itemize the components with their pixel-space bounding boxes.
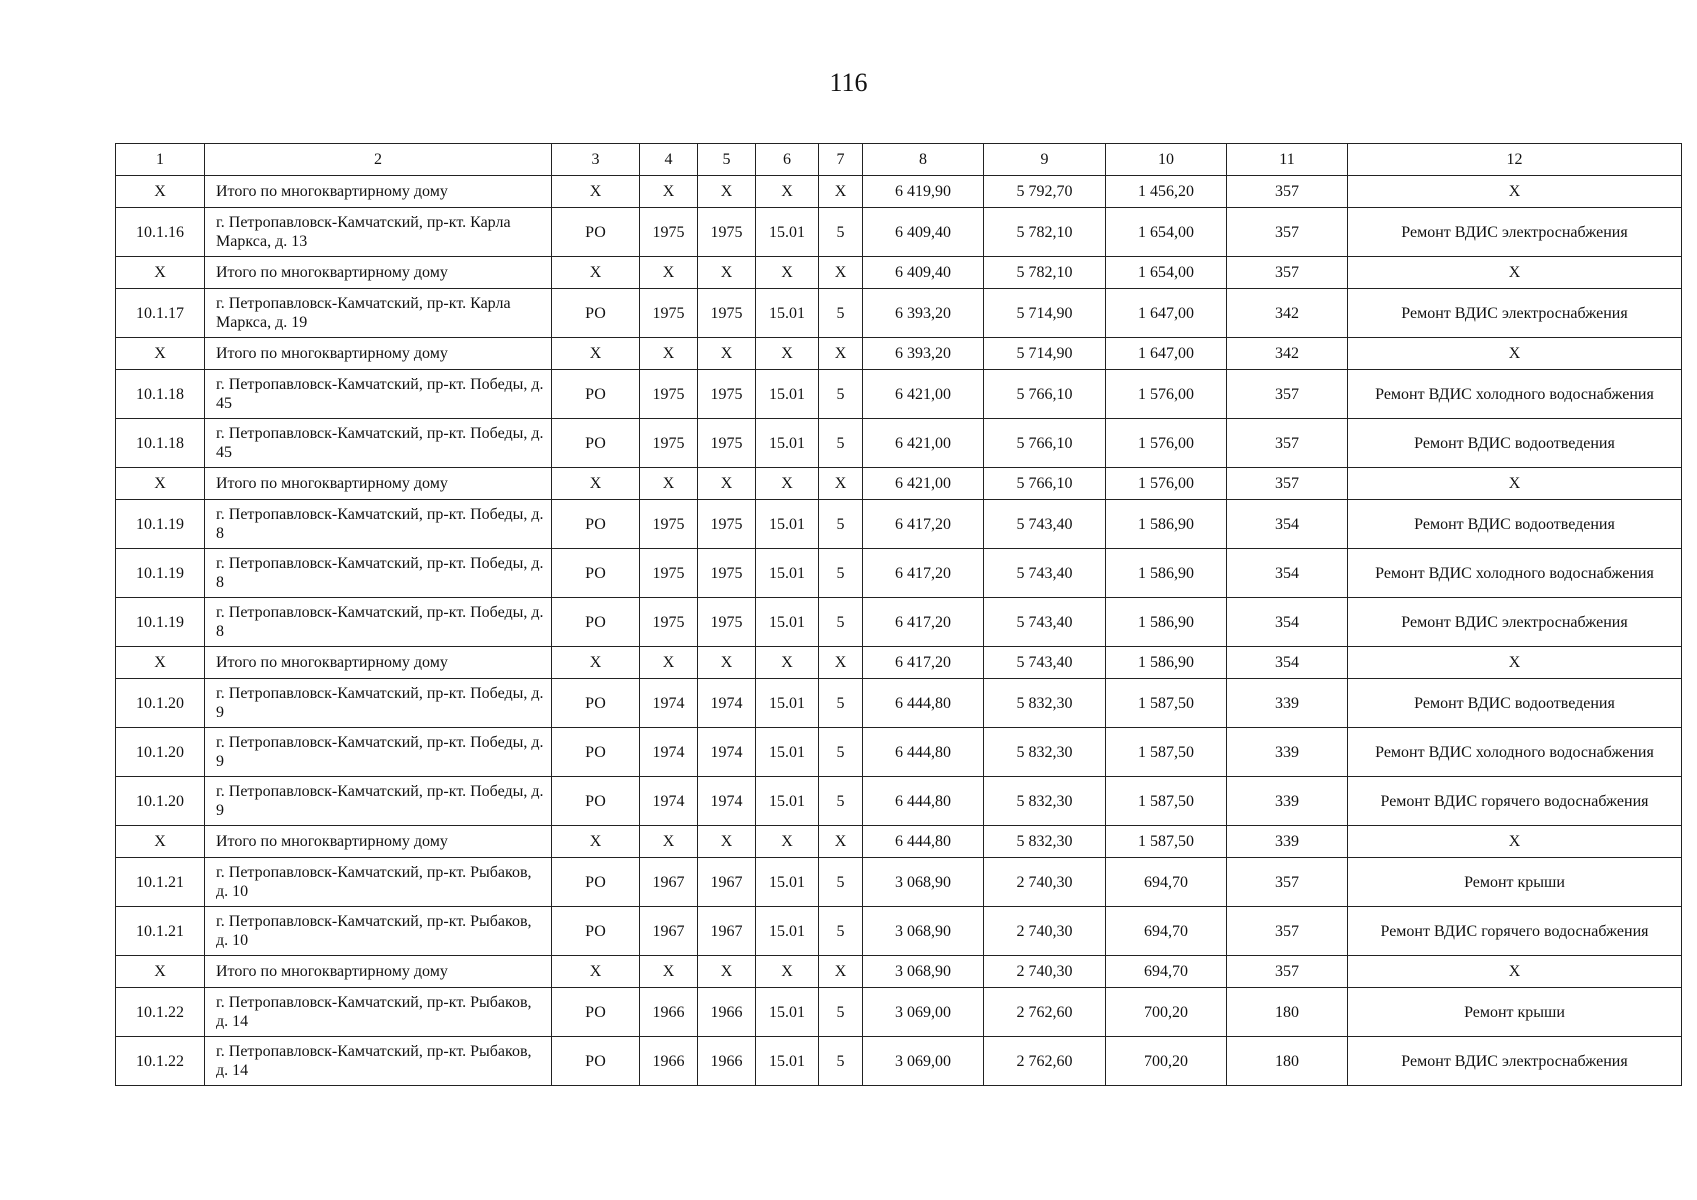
- table-row: [116, 208, 1682, 257]
- col-type: РО: [552, 419, 640, 468]
- col-address: Итого по многоквартирному дому: [205, 338, 552, 370]
- col-address: Итого по многоквартирному дому: [205, 176, 552, 208]
- col-living-area: 2 740,30: [984, 858, 1106, 907]
- col-number: Х: [116, 468, 205, 500]
- col-type: РО: [552, 777, 640, 826]
- col-work-type: Ремонт ВДИС водоотведения: [1348, 679, 1682, 728]
- col-number: 10.1.20: [116, 728, 205, 777]
- col-code: Х: [756, 176, 819, 208]
- col-address: г. Петропавловск-Камчатский, пр-кт. Победы, д. 8: [205, 549, 552, 598]
- col-address: г. Петропавловск-Камчатский, пр-кт. Победы, д. 9: [205, 777, 552, 826]
- col-floors: 5: [819, 549, 863, 598]
- col-living-area: 5 832,30: [984, 679, 1106, 728]
- col-floors: 5: [819, 728, 863, 777]
- col-number: 10.1.20: [116, 679, 205, 728]
- col-year-commissioned: 1974: [698, 777, 756, 826]
- col-type: РО: [552, 1037, 640, 1086]
- col-residents: 339: [1227, 826, 1348, 858]
- col-year-built: 1967: [640, 858, 698, 907]
- col-type: РО: [552, 988, 640, 1037]
- col-year-commissioned: 1975: [698, 419, 756, 468]
- col-year-built: Х: [640, 176, 698, 208]
- col-floors: 5: [819, 370, 863, 419]
- col-address: г. Петропавловск-Камчатский, пр-кт. Рыбаков, д. 10: [205, 858, 552, 907]
- col-total-area: 3 068,90: [863, 858, 984, 907]
- col-number: 10.1.19: [116, 500, 205, 549]
- table-row: [116, 777, 1682, 826]
- col-work-type: Ремонт ВДИС горячего водоснабжения: [1348, 907, 1682, 956]
- col-total-area: 6 409,40: [863, 257, 984, 289]
- col-living-area: 2 740,30: [984, 956, 1106, 988]
- header-cell-3: 3: [552, 144, 640, 176]
- col-residents: 357: [1227, 419, 1348, 468]
- col-code: 15.01: [756, 289, 819, 338]
- col-nonliving-area: 1 576,00: [1106, 370, 1227, 419]
- col-work-type: Ремонт ВДИС электроснабжения: [1348, 208, 1682, 257]
- col-year-built: 1975: [640, 419, 698, 468]
- col-nonliving-area: 694,70: [1106, 956, 1227, 988]
- col-residents: 339: [1227, 777, 1348, 826]
- col-work-type: Ремонт ВДИС горячего водоснабжения: [1348, 777, 1682, 826]
- col-total-area: 6 393,20: [863, 338, 984, 370]
- col-residents: 357: [1227, 907, 1348, 956]
- col-year-built: 1974: [640, 777, 698, 826]
- col-total-area: 6 417,20: [863, 598, 984, 647]
- col-total-area: 6 417,20: [863, 500, 984, 549]
- col-address: г. Петропавловск-Камчатский, пр-кт. Победы, д. 9: [205, 679, 552, 728]
- table-row: [116, 370, 1682, 419]
- col-address: г. Петропавловск-Камчатский, пр-кт. Победы, д. 8: [205, 500, 552, 549]
- col-code: 15.01: [756, 777, 819, 826]
- col-address: г. Петропавловск-Камчатский, пр-кт. Карла Маркса, д. 19: [205, 289, 552, 338]
- col-code: 15.01: [756, 728, 819, 777]
- col-address: Итого по многоквартирному дому: [205, 257, 552, 289]
- col-residents: 354: [1227, 500, 1348, 549]
- table-row: [116, 728, 1682, 777]
- col-living-area: 5 714,90: [984, 289, 1106, 338]
- col-type: РО: [552, 549, 640, 598]
- col-year-built: Х: [640, 468, 698, 500]
- col-work-type: Х: [1348, 647, 1682, 679]
- col-type: РО: [552, 858, 640, 907]
- col-nonliving-area: 1 587,50: [1106, 679, 1227, 728]
- col-number: 10.1.22: [116, 988, 205, 1037]
- col-residents: 180: [1227, 1037, 1348, 1086]
- col-code: 15.01: [756, 679, 819, 728]
- col-nonliving-area: 1 586,90: [1106, 647, 1227, 679]
- col-residents: 357: [1227, 370, 1348, 419]
- table-row: [116, 679, 1682, 728]
- col-address: Итого по многоквартирному дому: [205, 647, 552, 679]
- col-total-area: 6 417,20: [863, 647, 984, 679]
- col-floors: 5: [819, 679, 863, 728]
- col-number: 10.1.18: [116, 419, 205, 468]
- col-nonliving-area: 1 654,00: [1106, 208, 1227, 257]
- col-code: Х: [756, 468, 819, 500]
- col-living-area: 5 743,40: [984, 598, 1106, 647]
- col-floors: 5: [819, 1037, 863, 1086]
- col-total-area: 6 444,80: [863, 826, 984, 858]
- col-total-area: 3 069,00: [863, 1037, 984, 1086]
- table-row: [116, 289, 1682, 338]
- header-cell-1: 1: [116, 144, 205, 176]
- col-total-area: 6 409,40: [863, 208, 984, 257]
- col-residents: 357: [1227, 468, 1348, 500]
- table-total-row: [116, 257, 1682, 289]
- col-type: Х: [552, 257, 640, 289]
- col-code: 15.01: [756, 370, 819, 419]
- col-work-type: Х: [1348, 956, 1682, 988]
- col-total-area: 6 421,00: [863, 419, 984, 468]
- col-number: 10.1.20: [116, 777, 205, 826]
- header-cell-9: 9: [984, 144, 1106, 176]
- col-year-commissioned: Х: [698, 176, 756, 208]
- col-residents: 357: [1227, 176, 1348, 208]
- col-year-commissioned: Х: [698, 956, 756, 988]
- col-type: Х: [552, 956, 640, 988]
- col-living-area: 5 792,70: [984, 176, 1106, 208]
- table-header-row: [116, 144, 1682, 176]
- col-year-commissioned: 1975: [698, 598, 756, 647]
- col-living-area: 5 743,40: [984, 500, 1106, 549]
- col-address: г. Петропавловск-Камчатский, пр-кт. Победы, д. 9: [205, 728, 552, 777]
- col-type: РО: [552, 289, 640, 338]
- col-residents: 342: [1227, 289, 1348, 338]
- col-work-type: Ремонт ВДИС водоотведения: [1348, 419, 1682, 468]
- col-type: РО: [552, 907, 640, 956]
- col-code: 15.01: [756, 907, 819, 956]
- col-total-area: 3 068,90: [863, 956, 984, 988]
- col-type: РО: [552, 370, 640, 419]
- col-total-area: 6 444,80: [863, 777, 984, 826]
- col-number: 10.1.17: [116, 289, 205, 338]
- col-living-area: 5 782,10: [984, 208, 1106, 257]
- col-living-area: 5 743,40: [984, 647, 1106, 679]
- col-work-type: Х: [1348, 176, 1682, 208]
- col-floors: Х: [819, 468, 863, 500]
- col-work-type: Х: [1348, 338, 1682, 370]
- col-work-type: Ремонт крыши: [1348, 988, 1682, 1037]
- col-address: г. Петропавловск-Камчатский, пр-кт. Рыбаков, д. 14: [205, 988, 552, 1037]
- col-floors: 5: [819, 988, 863, 1037]
- col-year-commissioned: 1966: [698, 1037, 756, 1086]
- col-address: г. Петропавловск-Камчатский, пр-кт. Победы, д. 45: [205, 370, 552, 419]
- col-work-type: Х: [1348, 257, 1682, 289]
- col-year-built: Х: [640, 338, 698, 370]
- col-code: 15.01: [756, 419, 819, 468]
- col-year-built: 1966: [640, 1037, 698, 1086]
- header-cell-8: 8: [863, 144, 984, 176]
- col-year-commissioned: 1974: [698, 679, 756, 728]
- header-cell-7: 7: [819, 144, 863, 176]
- col-year-built: 1975: [640, 370, 698, 419]
- col-living-area: 5 766,10: [984, 370, 1106, 419]
- col-number: Х: [116, 647, 205, 679]
- table-row: [116, 500, 1682, 549]
- col-year-commissioned: 1967: [698, 858, 756, 907]
- col-residents: 357: [1227, 257, 1348, 289]
- col-number: 10.1.19: [116, 549, 205, 598]
- col-number: 10.1.21: [116, 858, 205, 907]
- col-number: 10.1.19: [116, 598, 205, 647]
- col-code: 15.01: [756, 549, 819, 598]
- col-code: 15.01: [756, 988, 819, 1037]
- table-total-row: [116, 338, 1682, 370]
- col-year-built: 1975: [640, 500, 698, 549]
- col-code: 15.01: [756, 1037, 819, 1086]
- col-living-area: 5 714,90: [984, 338, 1106, 370]
- col-work-type: Ремонт ВДИС электроснабжения: [1348, 598, 1682, 647]
- header-cell-2: 2: [205, 144, 552, 176]
- col-year-built: Х: [640, 647, 698, 679]
- col-living-area: 2 762,60: [984, 988, 1106, 1037]
- col-floors: 5: [819, 598, 863, 647]
- col-floors: Х: [819, 338, 863, 370]
- col-work-type: Х: [1348, 826, 1682, 858]
- col-nonliving-area: 1 587,50: [1106, 728, 1227, 777]
- table-total-row: [116, 956, 1682, 988]
- col-work-type: Ремонт ВДИС электроснабжения: [1348, 1037, 1682, 1086]
- col-year-commissioned: 1975: [698, 289, 756, 338]
- col-address: Итого по многоквартирному дому: [205, 956, 552, 988]
- col-nonliving-area: 700,20: [1106, 1037, 1227, 1086]
- col-number: Х: [116, 826, 205, 858]
- col-nonliving-area: 1 576,00: [1106, 419, 1227, 468]
- col-floors: Х: [819, 826, 863, 858]
- col-total-area: 3 069,00: [863, 988, 984, 1037]
- col-total-area: 6 421,00: [863, 370, 984, 419]
- col-code: 15.01: [756, 858, 819, 907]
- col-nonliving-area: 1 576,00: [1106, 468, 1227, 500]
- header-cell-11: 11: [1227, 144, 1348, 176]
- col-type: РО: [552, 500, 640, 549]
- col-work-type: Ремонт ВДИС холодного водоснабжения: [1348, 549, 1682, 598]
- col-residents: 339: [1227, 679, 1348, 728]
- col-residents: 354: [1227, 549, 1348, 598]
- col-year-built: 1967: [640, 907, 698, 956]
- col-number: 10.1.18: [116, 370, 205, 419]
- col-nonliving-area: 1 647,00: [1106, 289, 1227, 338]
- col-living-area: 5 832,30: [984, 728, 1106, 777]
- table-row: [116, 598, 1682, 647]
- table-row: [116, 549, 1682, 598]
- col-year-built: 1975: [640, 208, 698, 257]
- col-living-area: 5 743,40: [984, 549, 1106, 598]
- col-type: РО: [552, 598, 640, 647]
- col-residents: 354: [1227, 598, 1348, 647]
- col-nonliving-area: 1 587,50: [1106, 826, 1227, 858]
- table-total-row: [116, 176, 1682, 208]
- page-number: 116: [829, 68, 868, 97]
- col-year-commissioned: Х: [698, 257, 756, 289]
- table-row: [116, 419, 1682, 468]
- col-nonliving-area: 1 586,90: [1106, 549, 1227, 598]
- header-cell-4: 4: [640, 144, 698, 176]
- col-nonliving-area: 1 647,00: [1106, 338, 1227, 370]
- col-year-built: Х: [640, 826, 698, 858]
- col-floors: 5: [819, 858, 863, 907]
- col-year-commissioned: 1975: [698, 208, 756, 257]
- col-residents: 357: [1227, 858, 1348, 907]
- col-total-area: 6 421,00: [863, 468, 984, 500]
- col-year-commissioned: 1975: [698, 549, 756, 598]
- col-type: Х: [552, 647, 640, 679]
- table-body: [116, 144, 1682, 1086]
- col-number: Х: [116, 338, 205, 370]
- col-year-commissioned: 1975: [698, 500, 756, 549]
- col-year-commissioned: Х: [698, 338, 756, 370]
- col-address: г. Петропавловск-Камчатский, пр-кт. Рыбаков, д. 10: [205, 907, 552, 956]
- col-total-area: 6 444,80: [863, 728, 984, 777]
- col-work-type: Ремонт ВДИС электроснабжения: [1348, 289, 1682, 338]
- col-living-area: 2 740,30: [984, 907, 1106, 956]
- col-residents: 342: [1227, 338, 1348, 370]
- col-address: г. Петропавловск-Камчатский, пр-кт. Карла Маркса, д. 13: [205, 208, 552, 257]
- col-number: 10.1.22: [116, 1037, 205, 1086]
- col-floors: Х: [819, 956, 863, 988]
- table-row: [116, 1037, 1682, 1086]
- col-work-type: Ремонт ВДИС холодного водоснабжения: [1348, 728, 1682, 777]
- col-number: Х: [116, 956, 205, 988]
- col-type: РО: [552, 728, 640, 777]
- col-code: Х: [756, 647, 819, 679]
- col-year-built: 1975: [640, 289, 698, 338]
- col-type: Х: [552, 338, 640, 370]
- col-address: Итого по многоквартирному дому: [205, 826, 552, 858]
- col-nonliving-area: 1 587,50: [1106, 777, 1227, 826]
- col-code: 15.01: [756, 500, 819, 549]
- col-year-commissioned: Х: [698, 826, 756, 858]
- col-year-built: Х: [640, 956, 698, 988]
- table-total-row: [116, 647, 1682, 679]
- col-address: Итого по многоквартирному дому: [205, 468, 552, 500]
- col-year-built: 1966: [640, 988, 698, 1037]
- col-residents: 357: [1227, 956, 1348, 988]
- col-floors: 5: [819, 289, 863, 338]
- col-living-area: 5 832,30: [984, 777, 1106, 826]
- col-floors: Х: [819, 647, 863, 679]
- col-total-area: 6 444,80: [863, 679, 984, 728]
- col-code: 15.01: [756, 598, 819, 647]
- table-total-row: [116, 826, 1682, 858]
- col-address: г. Петропавловск-Камчатский, пр-кт. Рыбаков, д. 14: [205, 1037, 552, 1086]
- col-type: Х: [552, 176, 640, 208]
- col-total-area: 6 419,90: [863, 176, 984, 208]
- col-number: Х: [116, 176, 205, 208]
- col-nonliving-area: 1 586,90: [1106, 500, 1227, 549]
- col-nonliving-area: 1 456,20: [1106, 176, 1227, 208]
- col-work-type: Ремонт крыши: [1348, 858, 1682, 907]
- col-type: РО: [552, 679, 640, 728]
- col-address: г. Петропавловск-Камчатский, пр-кт. Победы, д. 8: [205, 598, 552, 647]
- col-floors: Х: [819, 176, 863, 208]
- col-work-type: Ремонт ВДИС холодного водоснабжения: [1348, 370, 1682, 419]
- col-type: РО: [552, 208, 640, 257]
- col-living-area: 2 762,60: [984, 1037, 1106, 1086]
- table-row: [116, 907, 1682, 956]
- col-year-commissioned: Х: [698, 647, 756, 679]
- col-year-commissioned: 1975: [698, 370, 756, 419]
- col-total-area: 6 417,20: [863, 549, 984, 598]
- col-year-commissioned: 1967: [698, 907, 756, 956]
- col-residents: 354: [1227, 647, 1348, 679]
- col-living-area: 5 766,10: [984, 419, 1106, 468]
- col-type: Х: [552, 826, 640, 858]
- col-nonliving-area: 694,70: [1106, 907, 1227, 956]
- col-nonliving-area: 700,20: [1106, 988, 1227, 1037]
- col-work-type: Ремонт ВДИС водоотведения: [1348, 500, 1682, 549]
- col-floors: 5: [819, 208, 863, 257]
- col-year-built: 1975: [640, 549, 698, 598]
- col-year-commissioned: 1966: [698, 988, 756, 1037]
- table-row: [116, 988, 1682, 1037]
- col-residents: 357: [1227, 208, 1348, 257]
- col-address: г. Петропавловск-Камчатский, пр-кт. Победы, д. 45: [205, 419, 552, 468]
- col-year-built: 1975: [640, 598, 698, 647]
- col-floors: 5: [819, 419, 863, 468]
- col-total-area: 3 068,90: [863, 907, 984, 956]
- col-floors: 5: [819, 777, 863, 826]
- table-total-row: [116, 468, 1682, 500]
- col-nonliving-area: 1 654,00: [1106, 257, 1227, 289]
- col-living-area: 5 782,10: [984, 257, 1106, 289]
- col-nonliving-area: 1 586,90: [1106, 598, 1227, 647]
- col-code: Х: [756, 826, 819, 858]
- table-row: [116, 858, 1682, 907]
- col-residents: 180: [1227, 988, 1348, 1037]
- col-total-area: 6 393,20: [863, 289, 984, 338]
- col-nonliving-area: 694,70: [1106, 858, 1227, 907]
- col-floors: Х: [819, 257, 863, 289]
- col-number: 10.1.21: [116, 907, 205, 956]
- header-cell-10: 10: [1106, 144, 1227, 176]
- col-code: 15.01: [756, 208, 819, 257]
- col-year-built: 1974: [640, 728, 698, 777]
- header-cell-5: 5: [698, 144, 756, 176]
- col-type: Х: [552, 468, 640, 500]
- col-residents: 339: [1227, 728, 1348, 777]
- header-cell-6: 6: [756, 144, 819, 176]
- col-living-area: 5 766,10: [984, 468, 1106, 500]
- col-year-commissioned: Х: [698, 468, 756, 500]
- col-work-type: Х: [1348, 468, 1682, 500]
- col-year-built: 1974: [640, 679, 698, 728]
- col-year-built: Х: [640, 257, 698, 289]
- col-floors: 5: [819, 500, 863, 549]
- col-number: 10.1.16: [116, 208, 205, 257]
- col-living-area: 5 832,30: [984, 826, 1106, 858]
- col-number: Х: [116, 257, 205, 289]
- header-cell-12: 12: [1348, 144, 1682, 176]
- col-floors: 5: [819, 907, 863, 956]
- capital-repair-table: [115, 143, 1682, 1086]
- col-code: Х: [756, 338, 819, 370]
- col-year-commissioned: 1974: [698, 728, 756, 777]
- col-code: Х: [756, 257, 819, 289]
- col-code: Х: [756, 956, 819, 988]
